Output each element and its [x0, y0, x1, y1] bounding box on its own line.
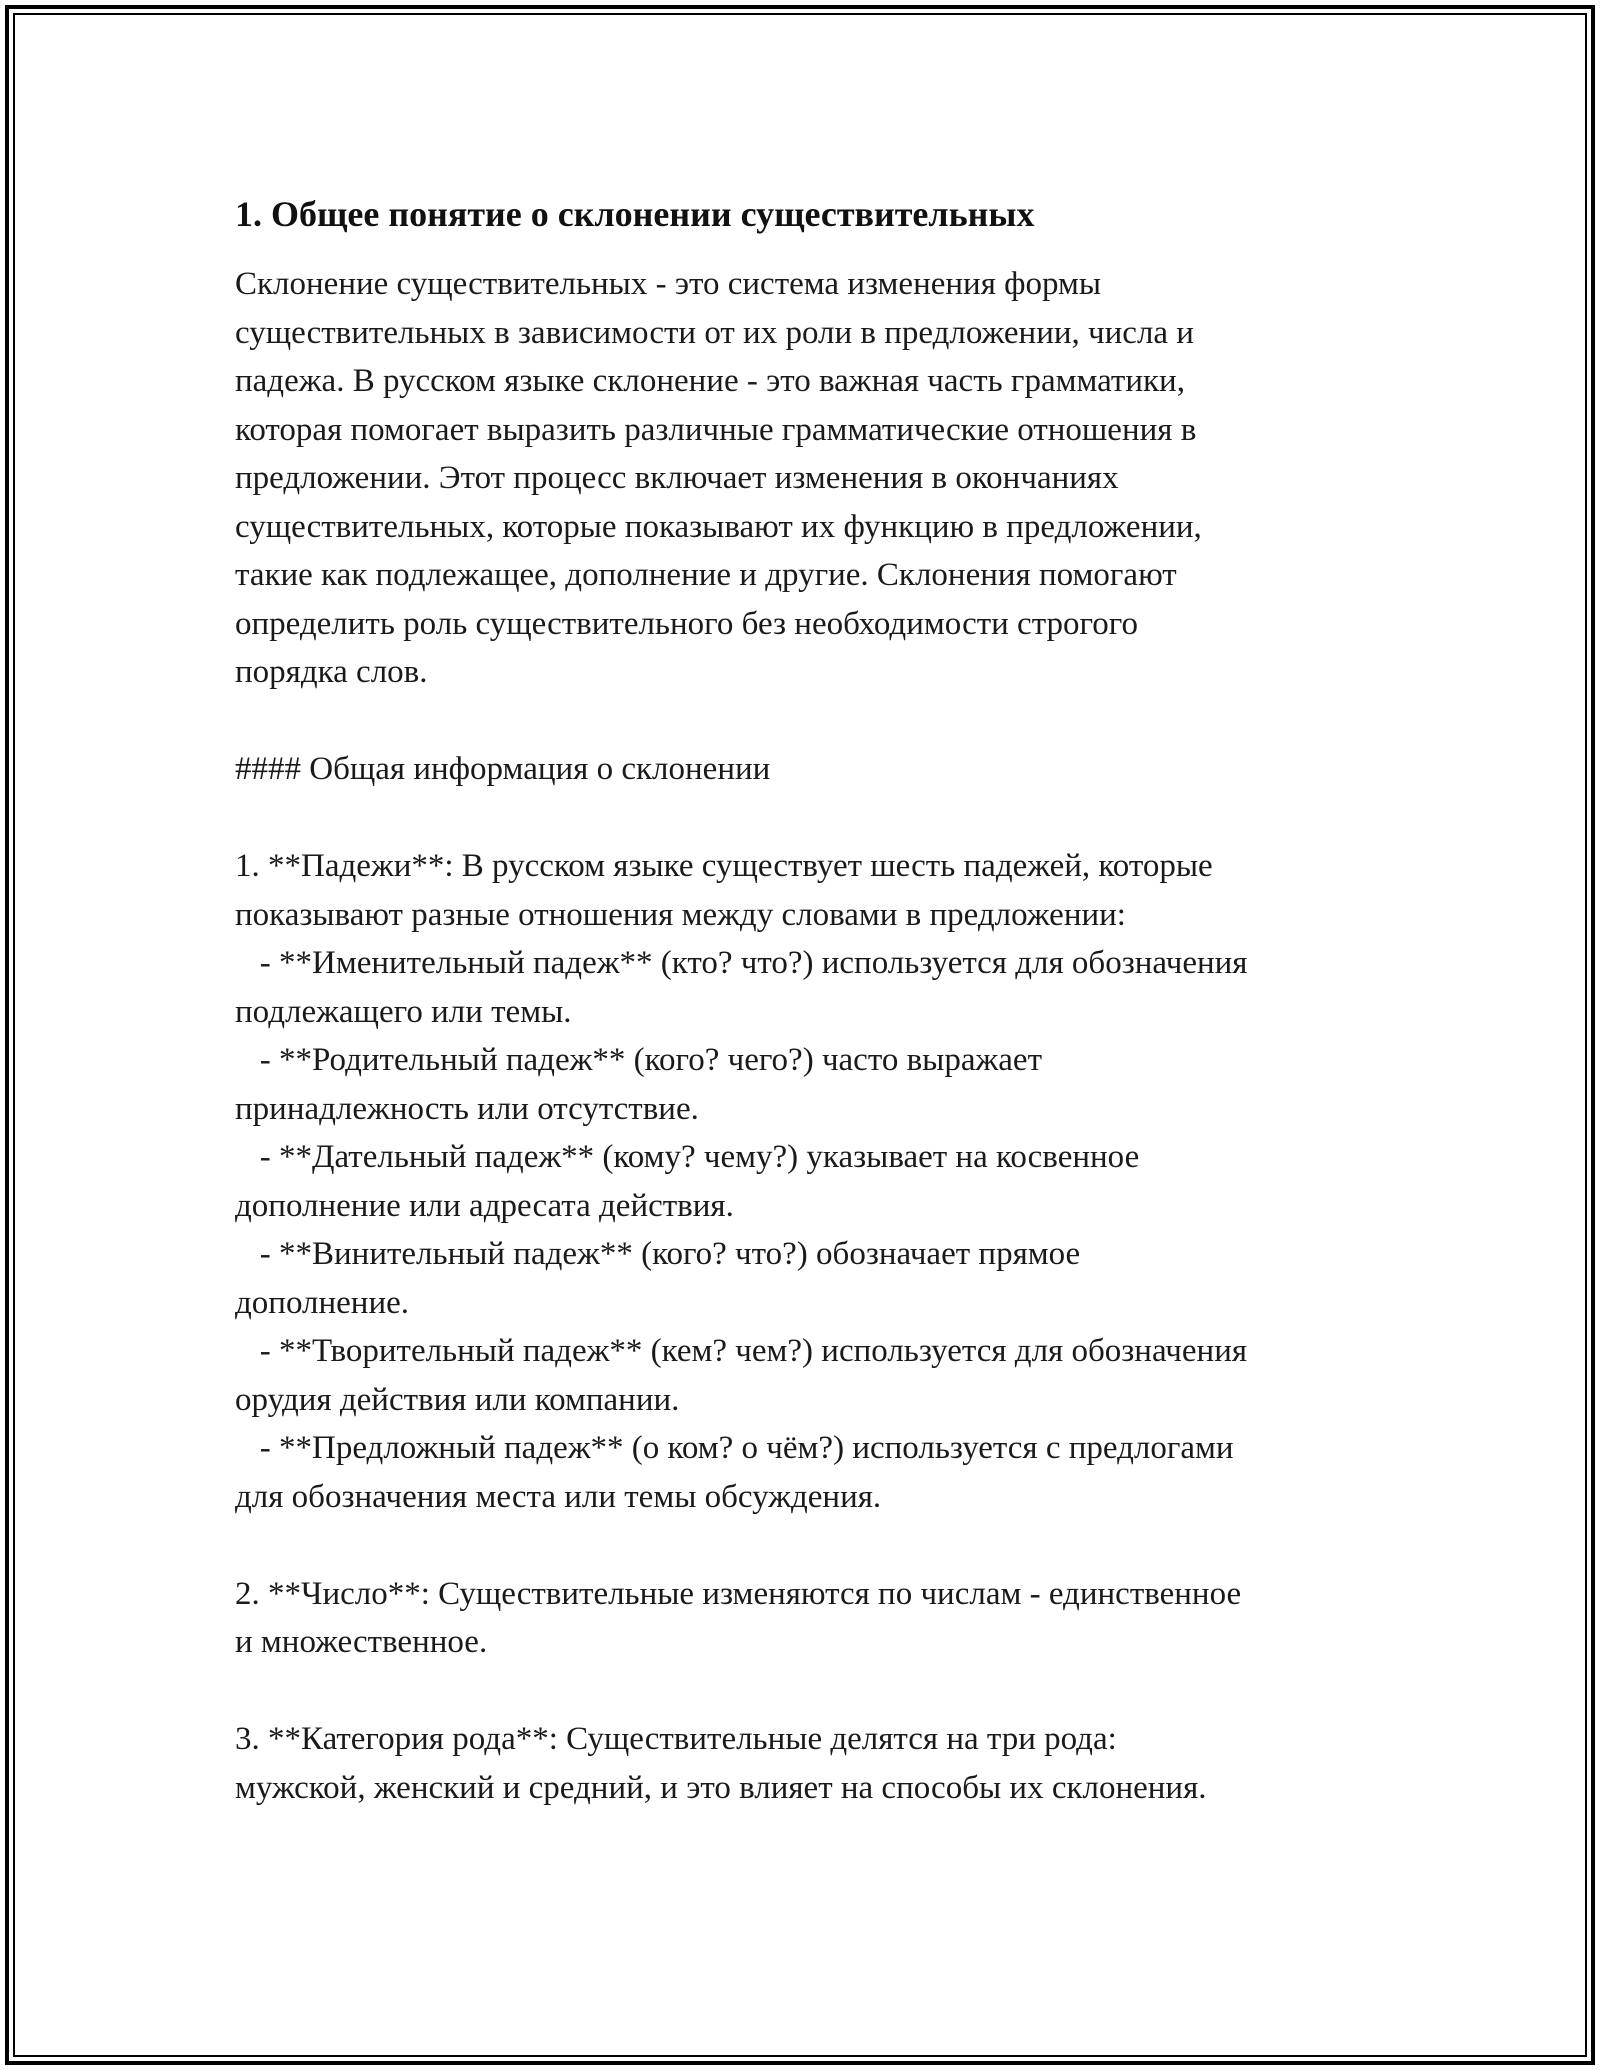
spacer: [235, 794, 1385, 843]
number-list-item: [235, 1570, 1385, 1667]
intro-line: существительных в зависимости от их роли в предложении, числа и: [235, 314, 1194, 351]
cases-list: [235, 842, 1385, 1521]
section-heading: 1. Общее понятие о склонении существительных: [235, 194, 1035, 234]
subheading: #### Общая информация о склонении: [235, 751, 771, 787]
cases-line: показывают разные отношения между словами в предложении:: [235, 896, 1126, 933]
spacer: [235, 697, 1385, 746]
cases-line: - **Творительный падеж** (кем? чем?) используется для обозначения: [235, 1333, 1248, 1369]
intro-line: которая помогает выразить различные грамматические отношения в: [235, 411, 1197, 448]
document-body: [235, 190, 1385, 1812]
intro-paragraph: [235, 260, 1385, 697]
cases-line: дополнение или адресата действия.: [235, 1187, 734, 1224]
cases-line: - **Именительный падеж** (кто? что?) используется для обозначения: [235, 945, 1248, 981]
cases-line: 1. **Падежи**: В русском языке существует шесть падежей, которые: [235, 848, 1213, 884]
intro-line: падежа. В русском языке склонение - это важная часть грамматики,: [235, 363, 1185, 399]
cases-line: орудия действия или компании.: [235, 1381, 680, 1418]
cases-line: - **Дательный падеж** (кому? чему?) указывает на косвенное: [235, 1139, 1140, 1175]
intro-line: существительных, которые показывают их функцию в предложении,: [235, 508, 1202, 545]
gender-list-item: [235, 1715, 1385, 1812]
number-line: и множественное.: [235, 1624, 488, 1660]
cases-line: - **Родительный падеж** (кого? чего?) часто выражает: [235, 1042, 1042, 1078]
intro-line: порядка слов.: [235, 654, 428, 690]
spacer: [235, 1521, 1385, 1570]
gender-line: 3. **Категория рода**: Существительные делятся на три рода:: [235, 1721, 1117, 1757]
gender-line: мужской, женский и средний, и это влияет на способы их склонения.: [235, 1769, 1207, 1806]
cases-line: дополнение.: [235, 1284, 410, 1321]
number-line: 2. **Число**: Существительные изменяются по числам - единственное: [235, 1575, 1242, 1612]
cases-line: подлежащего или темы.: [235, 993, 572, 1030]
cases-line: для обозначения места или темы обсуждения.: [235, 1478, 882, 1515]
cases-line: - **Винительный падеж** (кого? что?) обозначает прямое: [235, 1236, 1081, 1272]
cases-line: принадлежность или отсутствие.: [235, 1090, 699, 1127]
intro-line: Склонение существительных - это система изменения формы: [235, 266, 1102, 302]
cases-line: - **Предложный падеж** (о ком? о чём?) используется с предлогами: [235, 1430, 1234, 1466]
intro-line: такие как подлежащее, дополнение и другие. Склонения помогают: [235, 557, 1177, 593]
intro-line: определить роль существительного без необходимости строгого: [235, 605, 1138, 642]
intro-line: предложении. Этот процесс включает изменения в окончаниях: [235, 460, 1119, 496]
spacer: [235, 1667, 1385, 1716]
